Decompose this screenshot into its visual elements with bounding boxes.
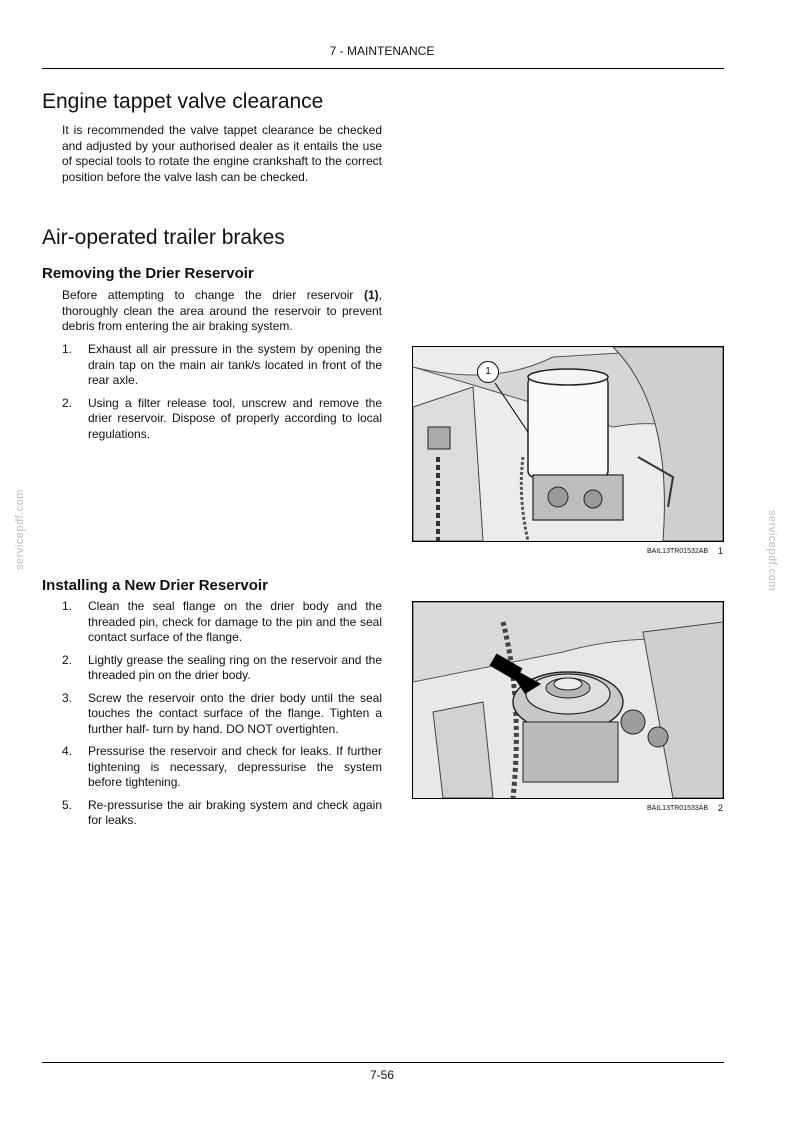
step-text: Screw the reservoir onto the drier body until the seal touches the contact surface of the flange. Tighten a further half- turn by hand. DO NOT overtighten. — [88, 690, 382, 736]
step-text: Clean the seal flange on the drier body and the threaded pin, check for damage to the pin and the seal contact surface of the flange. — [88, 599, 382, 644]
figure-code: BAIL13TR01532AB — [647, 548, 709, 555]
tappet-body: It is recommended the valve tappet clearance be checked and adjusted by your authorised dealer as it entails the use of special tools to rotate the engine crankshaft to the correct position before the valve lash can be checked. — [62, 123, 382, 184]
drier-body-illustration — [413, 602, 723, 798]
header-rule — [42, 68, 724, 69]
installing-steps — [62, 599, 382, 836]
figure-number: 1 — [718, 546, 724, 556]
list-item — [62, 396, 382, 443]
step-number: 1. — [62, 599, 73, 613]
list-item — [62, 744, 382, 791]
brakes-heading: Air-operated trailer brakes — [42, 226, 285, 249]
removing-heading: Removing the Drier Reservoir — [42, 265, 254, 282]
watermark-left: servicepdf.com — [14, 489, 26, 570]
step-number: 3. — [62, 690, 73, 705]
step-text: Pressurise the reservoir and check for leaks. If further tightening is necessary, depressurise the system before tightening. — [88, 744, 382, 789]
list-item — [62, 599, 382, 646]
step-number: 2. — [62, 652, 73, 667]
step-text: Re-pressurise the air braking system and check again for leaks. — [88, 797, 382, 827]
figure-drier-reservoir — [412, 346, 724, 542]
step-number: 5. — [62, 797, 73, 812]
step-text: Using a filter release tool, unscrew and remove the drier reservoir. Dispose of properly according to local regulations. — [88, 395, 382, 441]
removing-intro-before: Before attempting to change the drier reservoir — [62, 288, 364, 302]
removing-intro-after: , thoroughly clean the area around the reservoir to prevent debris from entering the air braking system. — [62, 288, 382, 333]
removing-intro-ref: (1) — [363, 288, 379, 302]
step-text: Exhaust all air pressure in the system by opening the drain tap on the main air tank/s located in front of the rear axle. — [88, 342, 382, 387]
removing-intro — [62, 288, 382, 335]
running-header: 7 - MAINTENANCE — [329, 44, 435, 58]
figure-drier-body — [412, 601, 724, 799]
list-item — [62, 691, 382, 738]
list-item — [62, 342, 382, 389]
figure-code: BAIL13TR01533AB — [647, 805, 709, 812]
footer-rule — [42, 1062, 724, 1063]
removing-steps — [62, 342, 382, 449]
figure-number: 2 — [718, 803, 724, 813]
tappet-heading: Engine tappet valve clearance — [42, 90, 324, 113]
page-number: 7-56 — [369, 1068, 395, 1082]
step-number: 1. — [62, 342, 73, 356]
step-number: 4. — [62, 744, 73, 758]
step-number: 2. — [62, 395, 73, 410]
callout-1: 1 — [477, 361, 499, 383]
watermark-right: servicepdf.com — [766, 510, 778, 591]
installing-heading: Installing a New Drier Reservoir — [42, 577, 268, 594]
list-item — [62, 653, 382, 684]
step-text: Lightly grease the sealing ring on the reservoir and the threaded pin on the drier body. — [88, 652, 382, 682]
list-item — [62, 798, 382, 829]
drier-reservoir-illustration — [413, 347, 723, 541]
